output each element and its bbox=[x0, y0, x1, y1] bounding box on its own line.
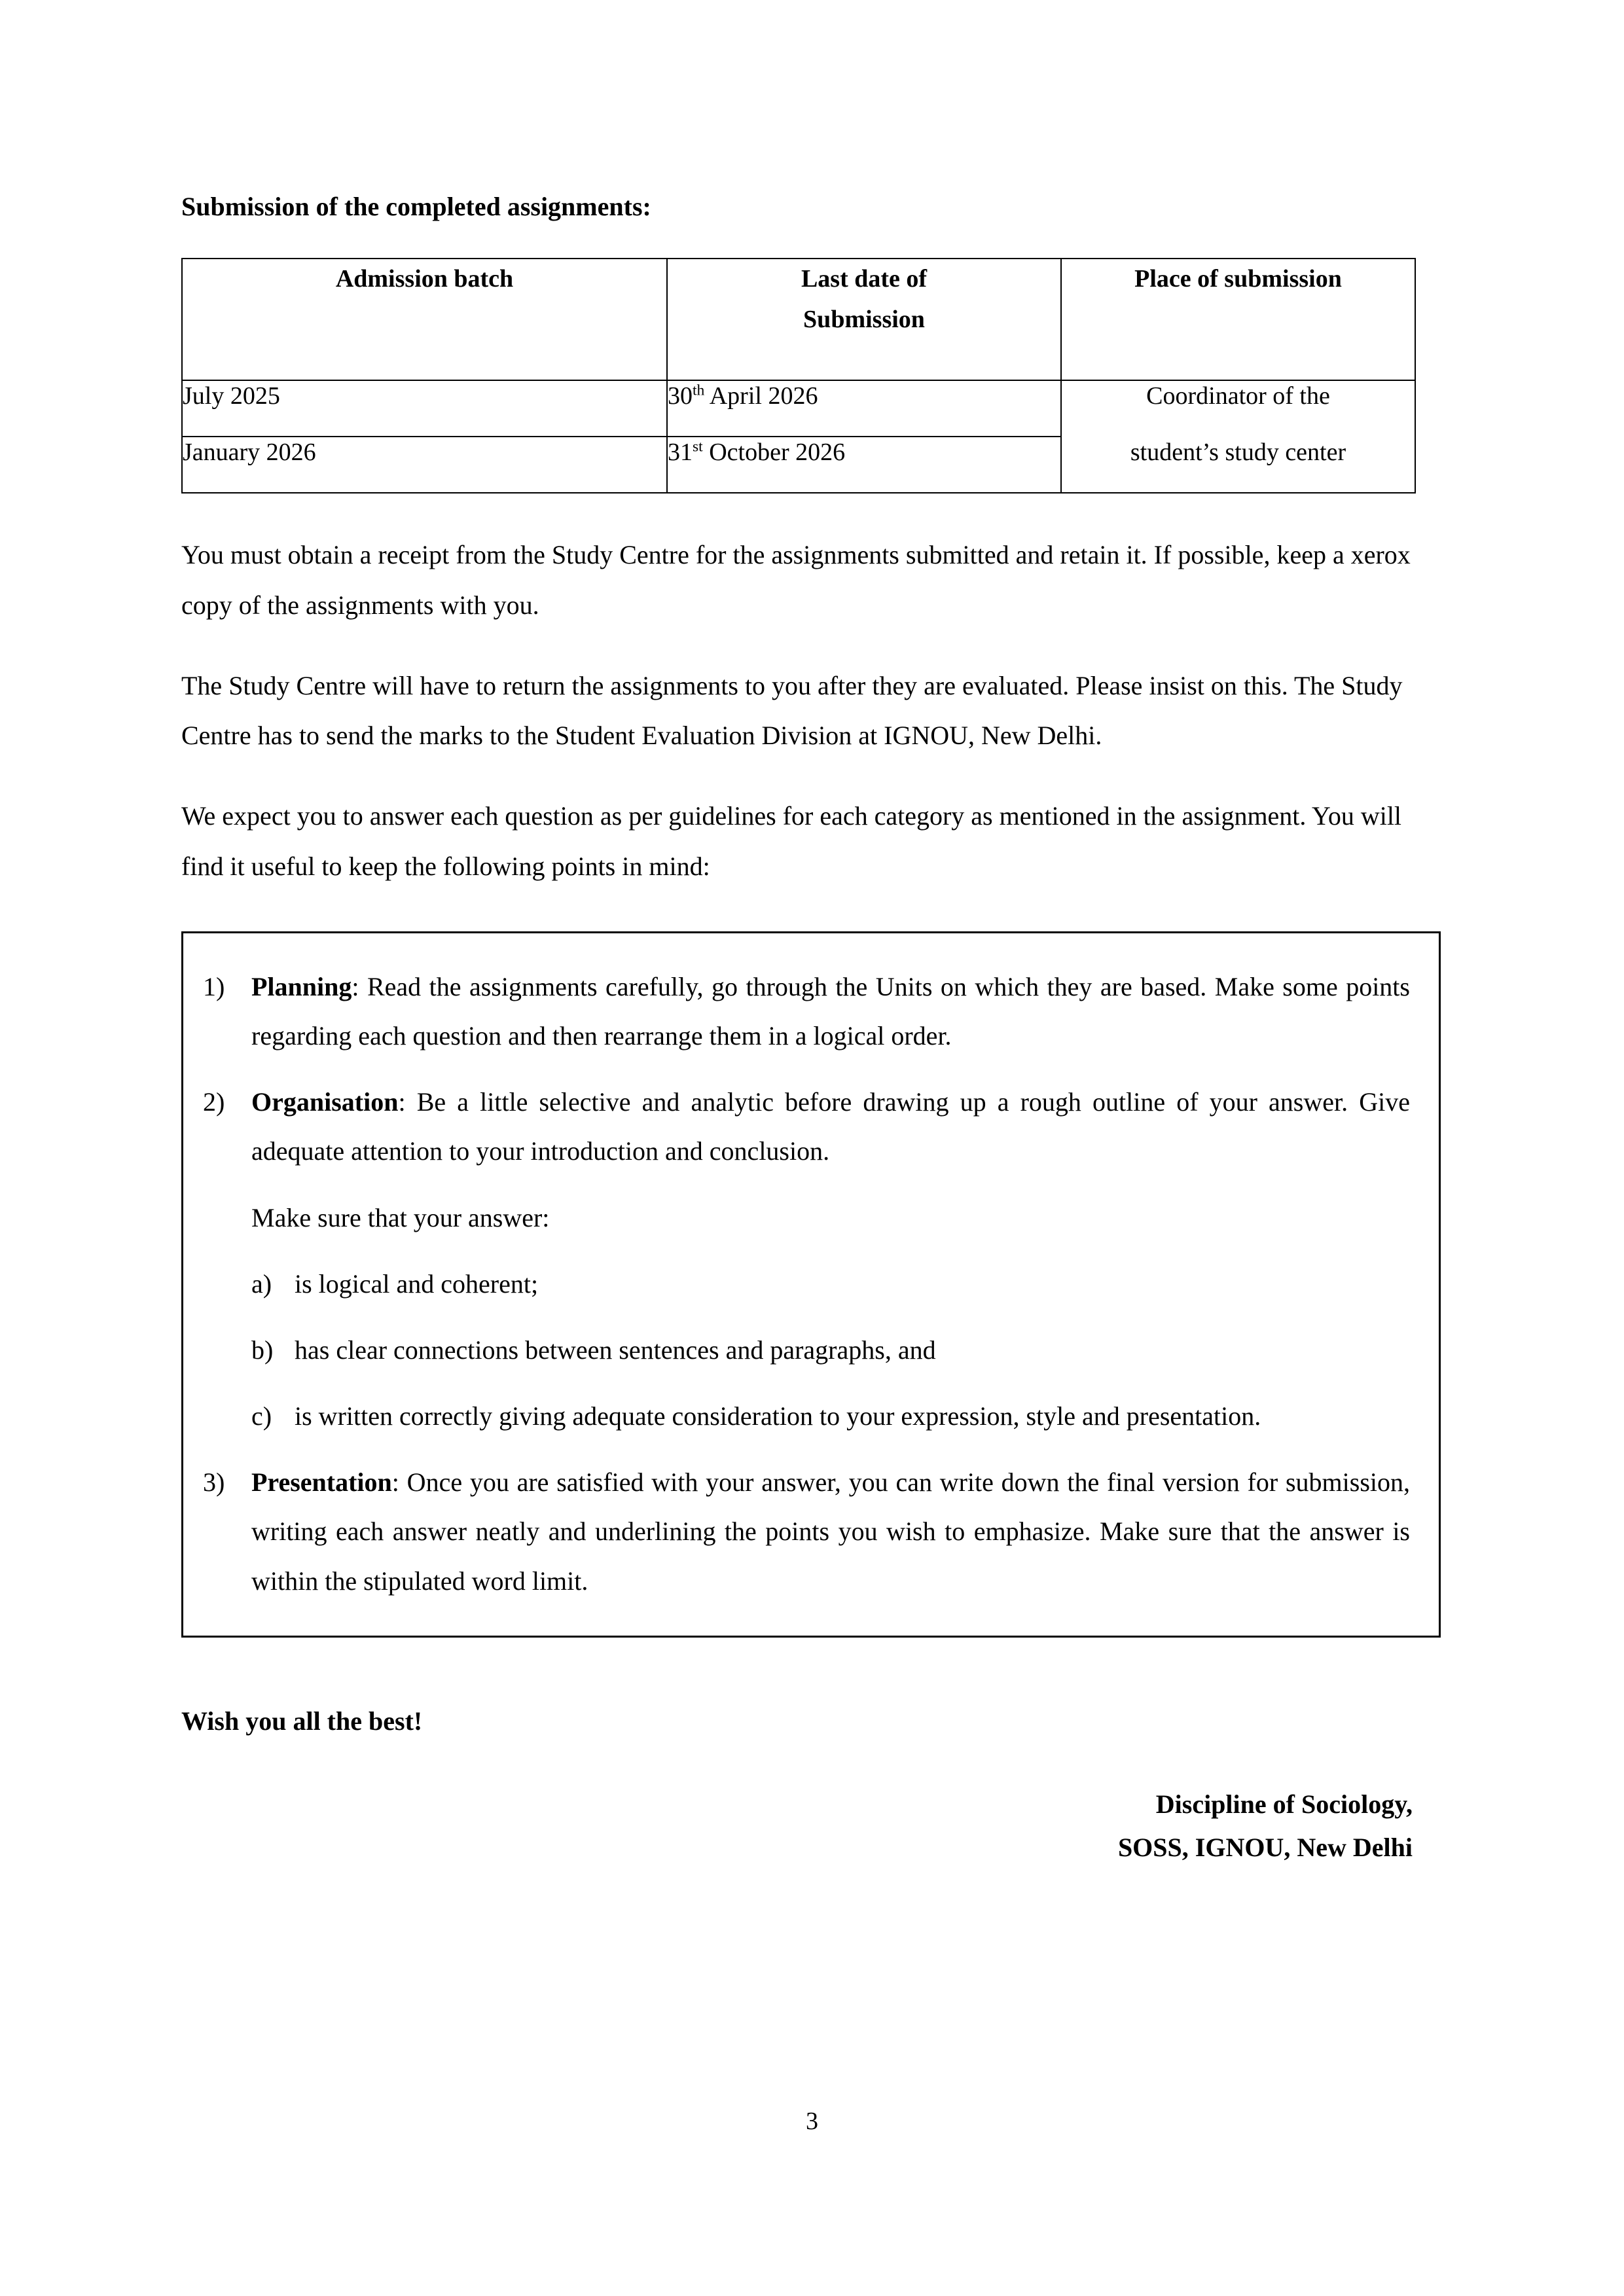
cell-batch-july: July 2025 bbox=[182, 380, 667, 437]
page-number: 3 bbox=[806, 2108, 818, 2135]
guideline-sub-text-a: is logical and coherent; bbox=[295, 1268, 539, 1299]
guideline-sub-item-b bbox=[251, 1325, 1410, 1374]
cell-date-july-day: 30 bbox=[668, 382, 693, 410]
cell-place-line2: student’s study center bbox=[1130, 438, 1346, 466]
page-content bbox=[181, 0, 1415, 1870]
guideline-item-planning bbox=[203, 962, 1410, 1060]
cell-date-july-rest: April 2026 bbox=[704, 382, 818, 410]
guideline-label-organisation: Organisation bbox=[251, 1087, 399, 1117]
guideline-label-planning: Planning bbox=[251, 971, 352, 1001]
paragraph-return-assignments: The Study Centre will have to return the assignments to you after they are evaluated. Please insist on this. The Study Centre has to send the marks to the Student Evaluation Division at IGNOU, New Delhi. bbox=[181, 670, 1403, 751]
cell-date-january-day: 31 bbox=[668, 439, 693, 466]
guideline-sub-text-c: is written correctly giving adequate consideration to your expression, style and presentation. bbox=[295, 1401, 1261, 1431]
paragraph-receipt: You must obtain a receipt from the Study Centre for the assignments submitted and retain it. If possible, keep a xerox copy of the assignments with you. bbox=[181, 540, 1411, 620]
guideline-item-presentation bbox=[203, 1458, 1410, 1605]
signature-line-1: Discipline of Sociology, bbox=[1155, 1789, 1413, 1819]
guideline-body-organisation: : Be a little selective and analytic before drawing up a rough outline of your answer. Give adequate attention to your introduction and conclusion. bbox=[251, 1087, 1410, 1166]
guideline-item-organisation bbox=[203, 1077, 1410, 1175]
guideline-marker-2: 2) bbox=[203, 1087, 225, 1117]
cell-date-july bbox=[667, 380, 1061, 437]
closing-wish: Wish you all the best! bbox=[181, 1706, 423, 1736]
submission-table bbox=[181, 258, 1416, 493]
guideline-text-2 bbox=[251, 1077, 1410, 1175]
table-header-last-date bbox=[667, 259, 1061, 380]
guideline-marker-3: 3) bbox=[203, 1467, 225, 1498]
table-header-place-of-submission: Place of submission bbox=[1061, 259, 1415, 380]
table-header-last-date-line2: Submission bbox=[803, 305, 925, 333]
guideline-sub-marker-c: c) bbox=[251, 1401, 272, 1431]
page-title: Submission of the completed assignments: bbox=[181, 192, 651, 221]
guideline-sub-text-b: has clear connections between sentences and paragraphs, and bbox=[295, 1335, 936, 1365]
guideline-body-presentation: : Once you are satisfied with your answer, you can write down the final version for submission, writing each answer neatly and underlining the points you wish to emphasize. Make sure that the answer is within the stipulated word limit. bbox=[251, 1467, 1410, 1596]
cell-date-january bbox=[667, 437, 1061, 493]
cell-date-january-rest: October 2026 bbox=[702, 439, 846, 466]
guideline-sub-item-c bbox=[251, 1391, 1410, 1441]
cell-date-january-ordinal: st bbox=[693, 438, 703, 456]
table-header-last-date-line1: Last date of bbox=[801, 265, 928, 293]
cell-place-line1: Coordinator of the bbox=[1146, 382, 1330, 410]
signature-block bbox=[181, 1783, 1415, 1870]
table-header-row bbox=[182, 259, 1415, 380]
guideline-body-planning: : Read the assignments carefully, go through the Units on which they are based. Make some points regarding each question and then rearrange them in a logical order. bbox=[251, 971, 1410, 1050]
guideline-sub-marker-b: b) bbox=[251, 1335, 274, 1365]
table-header-admission-batch: Admission batch bbox=[182, 259, 667, 380]
guideline-marker-1: 1) bbox=[203, 971, 225, 1001]
guideline-text-3 bbox=[251, 1458, 1410, 1605]
guideline-sub-marker-a: a) bbox=[251, 1268, 272, 1299]
cell-batch-january: January 2026 bbox=[182, 437, 667, 493]
cell-place-of-submission bbox=[1061, 380, 1415, 493]
paragraph-guidelines-intro: We expect you to answer each question as per guidelines for each category as mentioned in the assignment. You will find it useful to keep the following points in mind: bbox=[181, 801, 1402, 881]
guideline-text-1 bbox=[251, 962, 1410, 1060]
guideline-label-presentation: Presentation bbox=[251, 1467, 392, 1498]
guidelines-box bbox=[181, 931, 1441, 1638]
table-row bbox=[182, 380, 1415, 437]
guideline-sub-item-a bbox=[251, 1259, 1410, 1308]
signature-line-2: SOSS, IGNOU, New Delhi bbox=[1117, 1833, 1413, 1863]
guideline-lead-in-make-sure: Make sure that your answer: bbox=[251, 1202, 550, 1232]
cell-date-july-ordinal: th bbox=[693, 382, 705, 399]
